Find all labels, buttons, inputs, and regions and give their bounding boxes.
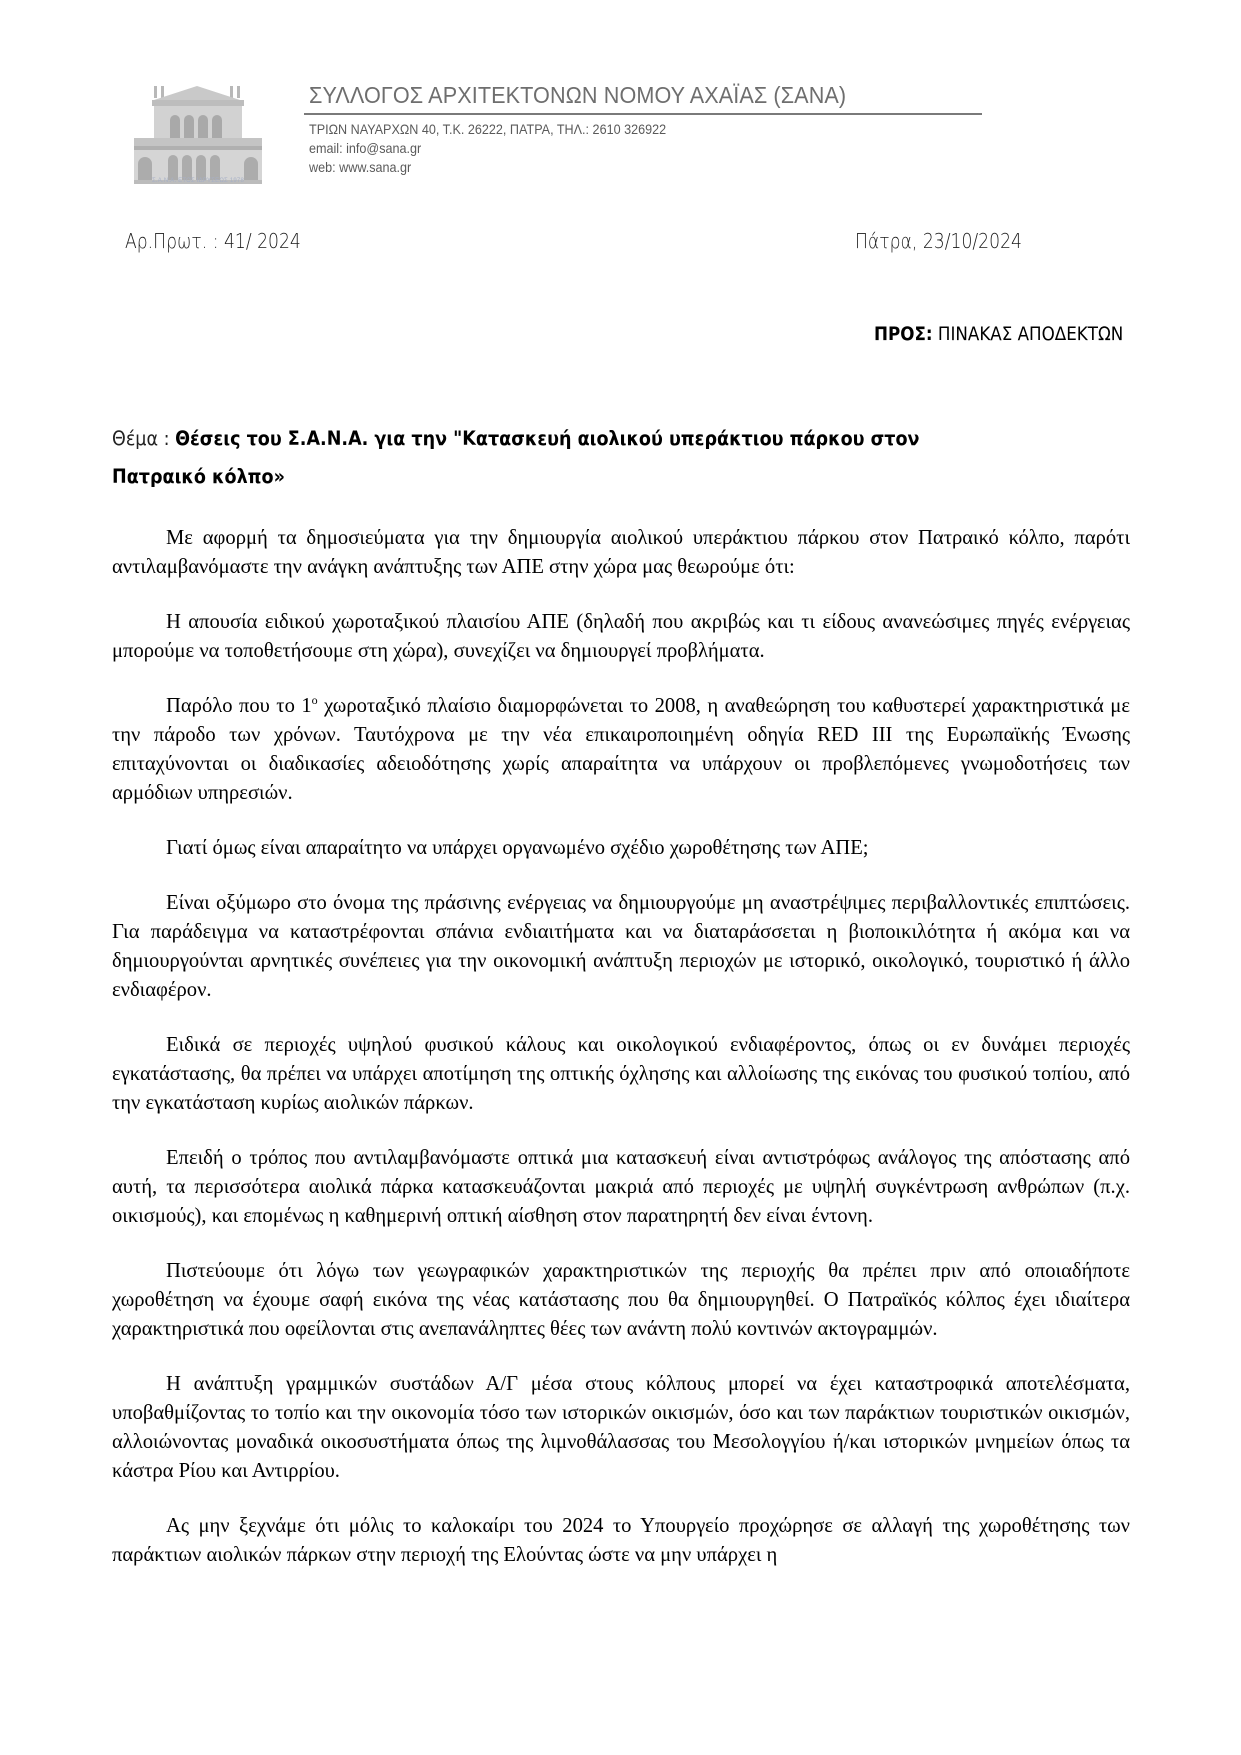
subject-title: Θέσεις του Σ.Α.Ν.Α. για την "Κατασκευή αιολικού υπεράκτιου πάρκου στον Πατραικό κόλπο» (112, 427, 920, 488)
organization-address: ΤΡΙΩΝ ΝΑΥΑΡΧΩΝ 40, Τ.Κ. 26222, ΠΑΤΡΑ, ΤΗΛ.: 2610 326922 (309, 121, 667, 137)
subject-label: Θέμα : (112, 427, 176, 450)
body-paragraph: Η απουσία ειδικού χωροταξικού πλαισίου ΑΠΕ (δηλαδή που ακριβώς και τι είδους ανανεώσιμες πηγές ενέργειας μπορούμε να τοποθετήσουμε στη χώρα), συνεχίζει να δημιουργεί προβλήματα. (112, 611, 1130, 662)
body-paragraph: Με αφορμή τα δημοσιεύματα για την δημιουργία αιολικού υπεράκτιου πάρκου στον Πατραικό κόλπο, παρότι αντιλαμβανόμαστε την ανάγκη ανάπτυξης των ΑΠΕ στην χώρα μας θεωρούμε ότι: (112, 527, 1130, 578)
paragraph-prefix: Παρόλο που το 1 (166, 695, 312, 717)
body-paragraph (112, 692, 1130, 808)
logo-caption: Σ.Α.Ν.Α. ΕΤΟΣ ΙΔΡΥΣΕΩΣ 1978 (152, 178, 244, 184)
organization-name: ΣΥΛΛΟΓΟΣ ΑΡΧΙΤΕΚΤΟΝΩΝ ΝΟΜΟΥ ΑΧΑΪΑΣ (ΣΑΝΑ) (309, 82, 847, 108)
body-paragraph: Πιστεύουμε ότι λόγω των γεωγραφικών χαρακτηριστικών της περιοχής θα πρέπει πριν από οποιαδήποτε χωροθέτηση να έχουμε σαφή εικόνα της νέας κατάστασης που θα δημιουργηθεί. Ο Πατραϊκός κόλπος έχει ιδιαίτερα χαρακτηριστικά που οφείλονται στις ανεπανάληπτες θέες των ανάντη πολύ κοντινών ακτογραμμών. (112, 1260, 1130, 1340)
recipients (874, 323, 1123, 345)
body-paragraph: Ας μην ξεχνάμε ότι μόλις το καλοκαίρι του 2024 το Υπουργείο προχώρησε σε αλλαγή της χωροθέτησης των παράκτιων αιολικών πάρκων στην περιοχή της Ελούντας ώστε να μην υπάρχει η (112, 1515, 1130, 1566)
building-logo-icon (134, 80, 262, 184)
ordinal-superscript: ο (311, 693, 318, 708)
organization-website[interactable]: web: www.sana.gr (309, 159, 412, 175)
paragraph-text: χωροταξικό πλαίσιο διαμορφώνεται το 2008, η αναθεώρηση του καθυστερεί χαρακτηριστικά με την πάροδο των χρόνων. Ταυτόχρονα με την νέα επικαιροποιημένη οδηγία RED III της Ευρωπαϊκής Ένωσης επιταχύνονται οι διαδικασίες αδειοδότησης χωρίς απαραίτητα να υπάρχουν οι προβλεπόμενες γνωμοδοτήσεις των αρμόδιων υπηρεσιών. (112, 695, 1130, 804)
header-divider (304, 113, 982, 115)
letter-body (112, 524, 1130, 1570)
recipients-label: ΠΡΟΣ: (873, 323, 933, 345)
body-paragraph: Γιατί όμως είναι απαραίτητο να υπάρχει οργανωμένο σχέδιο χωροθέτησης των ΑΠΕ; (166, 837, 869, 859)
place-date: Πάτρα, 23/10/2024 (855, 229, 1022, 253)
recipients-value: ΠΙΝΑΚΑΣ ΑΠΟΔΕΚΤΩΝ (937, 323, 1123, 345)
body-paragraph: Είναι οξύμωρο στο όνομα της πράσινης ενέργειας να δημιουργούμε μη αναστρέψιμες περιβαλλοντικές επιπτώσεις. Για παράδειγμα να καταστρέφονται σπάνια ενδιαιτήματα και να διαταράσσεται η βιοποικιλότητα ή ακόμα και να δημιουργούνται αρνητικές συνέπειες για την οικονομική ανάπτυξη περιοχών με ιστορικό, οικολογικό, τουριστικό ή άλλο ενδιαφέρον. (112, 892, 1130, 1001)
subject-line (112, 420, 976, 496)
body-paragraph: Ειδικά σε περιοχές υψηλού φυσικού κάλους και οικολογικού ενδιαφέροντος, όπως οι εν δυνάμει περιοχές εγκατάστασης, θα πρέπει να υπάρχει αποτίμηση της οπτικής όχλησης και αλλοίωσης της εικόνας του φυσικού τοπίου, από την εγκατάσταση κυρίως αιολικών πάρκων. (112, 1034, 1130, 1114)
body-paragraph: Επειδή ο τρόπος που αντιλαμβανόμαστε οπτικά μια κατασκευή είναι αντιστρόφως ανάλογος της απόστασης από αυτή, τα περισσότερα αιολικά πάρκα κατασκευάζονται μακριά από περιοχές με υψηλή συγκέντρωση ανθρώπων (π.χ. οικισμούς), και επομένως η καθημερινή οπτική αίσθηση στον παρατηρητή δεν είναι έντονη. (112, 1147, 1130, 1227)
protocol-number: Αρ.Πρωτ. : 41/ 2024 (125, 229, 301, 253)
organization-email[interactable]: email: info@sana.gr (309, 140, 422, 156)
body-paragraph: Η ανάπτυξη γραμμικών συστάδων Α/Γ μέσα στους κόλπους μπορεί να έχει καταστροφικά αποτελέσματα, υποβαθμίζοντας το τοπίο και την οικονομία τόσο των ιστορικών οικισμών, όσο και των παράκτιων τουριστικών οικισμών, αλλοιώνοντας μοναδικά οικοσυστήματα όπως της λιμνοθάλασσας του Μεσολογγίου ή/και ιστορικών μνημείων όπως τα κάστρα Ρίου και Αντιρρίου. (112, 1373, 1130, 1482)
